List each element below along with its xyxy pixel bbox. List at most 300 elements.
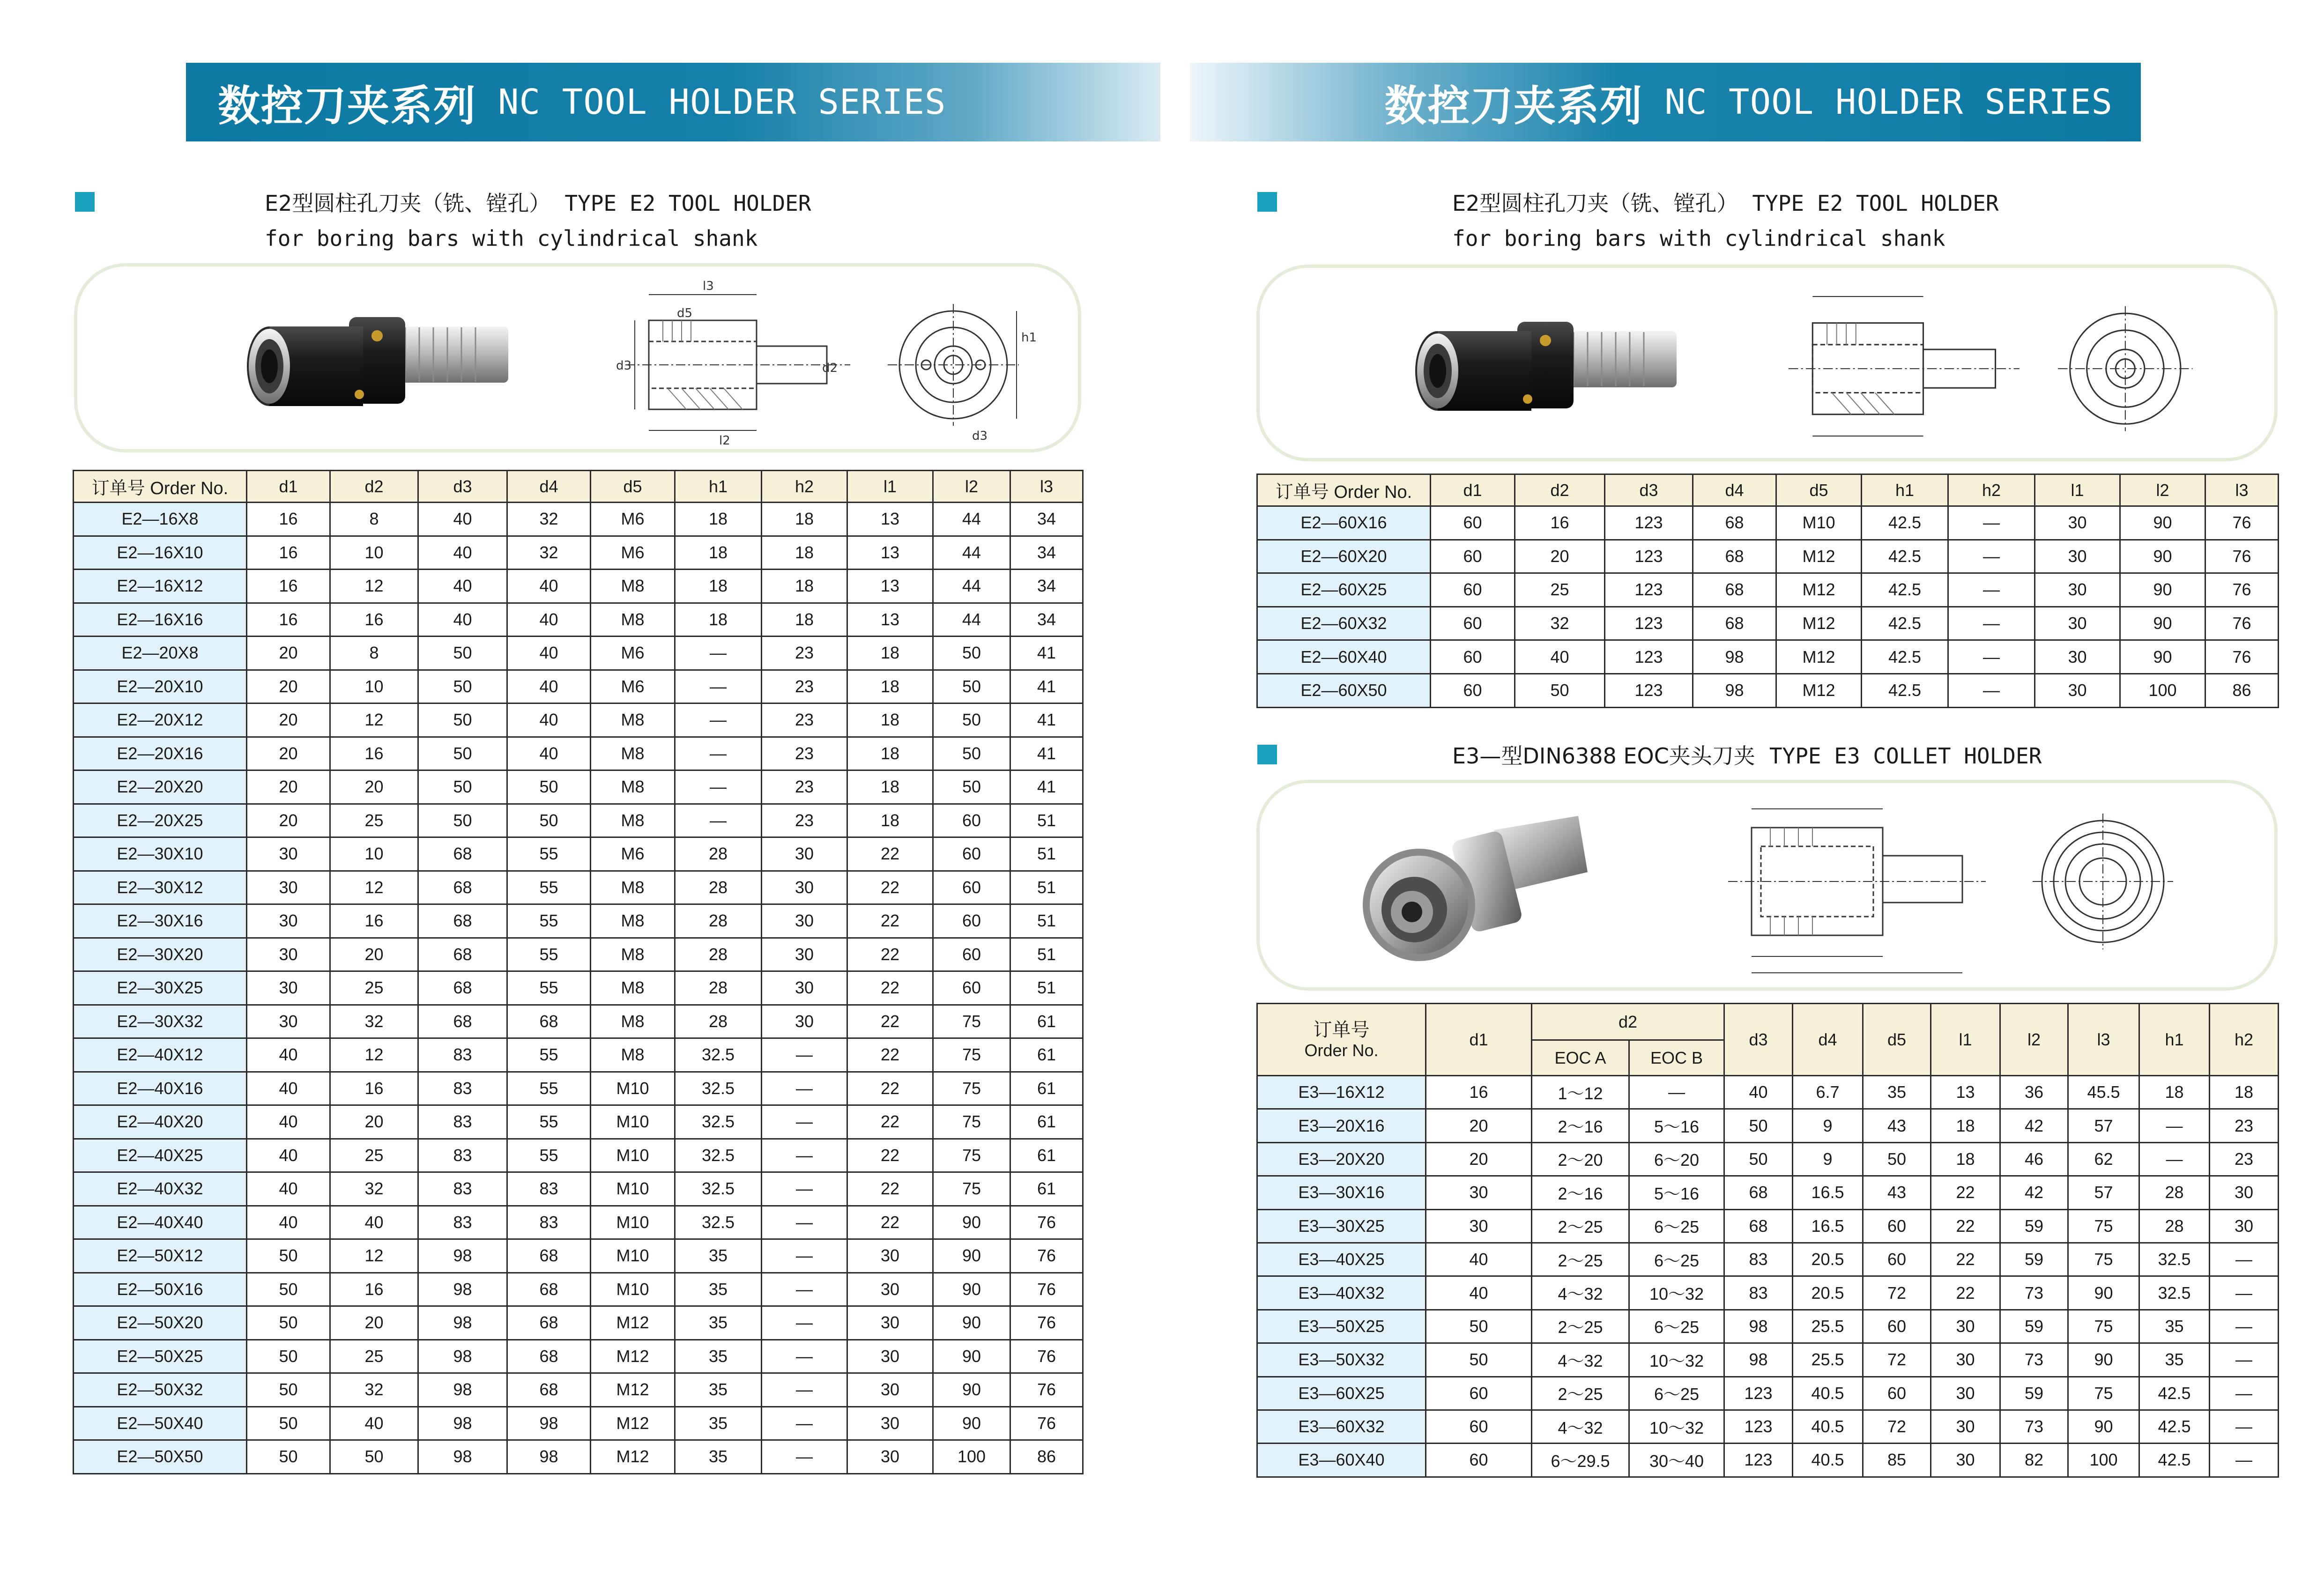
banner-title-en: NC TOOL HOLDER SERIES [1664, 82, 2113, 122]
table-cell: 20.5 [1793, 1276, 1863, 1310]
table-cell: 18 [2139, 1076, 2210, 1109]
table-cell: — [2210, 1377, 2279, 1410]
table-row [1257, 1142, 2279, 1176]
table-cell: 60 [933, 971, 1010, 1005]
table-cell: M8 [591, 971, 675, 1005]
table-cell: 30 [2035, 607, 2120, 640]
table-cell: 83 [418, 1105, 507, 1139]
table-cell: 123 [1605, 607, 1693, 640]
table-cell: 30 [2210, 1176, 2279, 1209]
table-cell: 60 [1863, 1377, 1931, 1410]
table-cell: 35 [2139, 1310, 2210, 1343]
table-cell: 16 [1515, 506, 1605, 540]
table-cell: 50 [507, 770, 591, 804]
table-cell: 22 [847, 837, 933, 871]
table-cell: 20 [330, 770, 418, 804]
table-cell: — [1948, 506, 2035, 540]
order-no-cell: E3—60X40 [1257, 1444, 1426, 1477]
section-title-cn: E3—型DIN6388 EOC夹头刀夹 [1452, 743, 1755, 769]
table-cell: 61 [1010, 1172, 1083, 1206]
table-cell: 30 [762, 837, 847, 871]
table-cell: M8 [591, 770, 675, 804]
table-cell: 68 [507, 1373, 591, 1407]
table-cell: 32.5 [675, 1172, 762, 1206]
table-cell: 32.5 [675, 1139, 762, 1172]
table-cell: 30 [762, 971, 847, 1005]
table-cell: 60 [1431, 674, 1515, 707]
table-cell: 73 [2000, 1276, 2068, 1310]
table-cell: 16.5 [1793, 1209, 1863, 1243]
table-cell: M8 [591, 603, 675, 637]
header-banner-right [1190, 63, 2141, 141]
table-cell: 55 [507, 1038, 591, 1072]
order-no-cell: E2—60X50 [1257, 674, 1431, 707]
table-cell: 86 [1010, 1440, 1083, 1474]
col-subheader: EOC B [1629, 1040, 1724, 1076]
table-cell: 90 [2120, 540, 2205, 573]
table-cell: 8 [330, 637, 418, 670]
table-cell: 60 [933, 938, 1010, 971]
table-cell: 12 [330, 871, 418, 904]
table-cell: — [762, 1407, 847, 1440]
table-cell: 60 [1431, 640, 1515, 674]
table-cell: 2～20 [1532, 1142, 1629, 1176]
table-cell: 28 [2139, 1176, 2210, 1209]
table-cell: 10～32 [1629, 1343, 1724, 1377]
table-cell: M12 [591, 1373, 675, 1407]
table-cell: M6 [591, 637, 675, 670]
table-cell: 12 [330, 570, 418, 603]
table-cell: 4～32 [1532, 1410, 1629, 1443]
svg-text:d3: d3 [616, 359, 632, 373]
table-cell: 72 [1863, 1343, 1931, 1377]
table-cell: M12 [1776, 573, 1862, 607]
order-no-cell: E3—20X20 [1257, 1142, 1426, 1176]
table-cell: 32.5 [675, 1072, 762, 1105]
table-cell: 75 [933, 1139, 1010, 1172]
table-cell: — [1948, 607, 2035, 640]
table-cell: 123 [1724, 1410, 1793, 1443]
table-cell: 50 [418, 737, 507, 770]
table-cell: 30 [847, 1273, 933, 1306]
table-cell: 10～32 [1629, 1410, 1724, 1443]
table-cell: 40 [507, 670, 591, 703]
table-cell: 55 [507, 1072, 591, 1105]
table-cell: 2～25 [1532, 1377, 1629, 1410]
table-cell: 90 [2120, 640, 2205, 674]
col-header: d1 [247, 471, 330, 503]
table-cell: — [2210, 1343, 2279, 1377]
table-cell: 75 [933, 1105, 1010, 1139]
table-cell: 86 [2205, 674, 2279, 707]
table-cell: — [1948, 640, 2035, 674]
table-cell: M12 [1776, 540, 1862, 573]
table-cell: 2～16 [1532, 1109, 1629, 1142]
col-header: h2 [1948, 474, 2035, 506]
table-cell: 123 [1605, 506, 1693, 540]
image-panel-e2 [1256, 265, 2278, 461]
svg-text:h1: h1 [1021, 331, 1037, 345]
order-no-header: 订单号 Order No. [1257, 474, 1431, 506]
table-cell: 51 [1010, 904, 1083, 938]
col-header: d3 [1605, 474, 1693, 506]
table-cell: 30 [1931, 1377, 2000, 1410]
table-cell: 68 [1693, 607, 1776, 640]
table-row [1257, 1109, 2279, 1142]
table-cell: 16 [247, 603, 330, 637]
table-cell: 12 [330, 1239, 418, 1273]
table-cell: 40 [507, 737, 591, 770]
table-cell: 30 [847, 1440, 933, 1474]
table-cell: 76 [2205, 506, 2279, 540]
table-cell: 50 [247, 1340, 330, 1373]
table-cell: 61 [1010, 1105, 1083, 1139]
col-header: d4 [507, 471, 591, 503]
table-cell: 50 [418, 637, 507, 670]
table-cell: 50 [933, 670, 1010, 703]
order-no-cell: E2—40X25 [74, 1139, 247, 1172]
table-cell: 73 [2000, 1410, 2068, 1443]
table-cell: 13 [847, 503, 933, 536]
table-cell: 22 [847, 971, 933, 1005]
table-cell: 90 [933, 1239, 1010, 1273]
table-cell: — [675, 737, 762, 770]
table-cell: 100 [933, 1440, 1010, 1474]
table-cell: 50 [507, 804, 591, 837]
table-cell: 20 [247, 703, 330, 737]
table-cell: 23 [762, 737, 847, 770]
table-cell: 42 [2000, 1109, 2068, 1142]
table-row [1257, 1276, 2279, 1310]
table-cell: 30 [762, 904, 847, 938]
table-row [74, 570, 1083, 603]
table-cell: 68 [1724, 1176, 1793, 1209]
col-header: d5 [591, 471, 675, 503]
table-cell: 83 [1724, 1276, 1793, 1310]
table-cell: 98 [418, 1239, 507, 1273]
table-cell: 13 [847, 570, 933, 603]
table-row [74, 1105, 1083, 1139]
table-cell: 76 [1010, 1206, 1083, 1239]
table-cell: 16 [247, 536, 330, 570]
col-header: d2 [1532, 1004, 1724, 1040]
order-no-cell: E2—20X20 [74, 770, 247, 804]
table-cell: 98 [418, 1440, 507, 1474]
table-cell: 68 [507, 1306, 591, 1340]
order-no-cell: E3—30X25 [1257, 1209, 1426, 1243]
table-cell: 50 [418, 703, 507, 737]
table-cell: 40 [247, 1139, 330, 1172]
table-cell: 68 [507, 1340, 591, 1373]
table-cell: M8 [591, 703, 675, 737]
table-cell: 75 [933, 1038, 1010, 1072]
table-cell: 90 [2068, 1410, 2139, 1443]
table-cell: 18 [1931, 1142, 2000, 1176]
table-cell: 23 [762, 770, 847, 804]
table-cell: 61 [1010, 1072, 1083, 1105]
table-row [1257, 1176, 2279, 1209]
table-cell: 6～25 [1629, 1243, 1724, 1276]
table-cell: 51 [1010, 938, 1083, 971]
table-cell: 30 [762, 938, 847, 971]
table-cell: — [762, 1373, 847, 1407]
table-cell: 2～16 [1532, 1176, 1629, 1209]
table-cell: 40 [418, 570, 507, 603]
banner-title-en: NC TOOL HOLDER SERIES [498, 82, 946, 122]
table-cell: 16 [247, 503, 330, 536]
table-cell: 50 [418, 804, 507, 837]
table-cell: 20 [330, 938, 418, 971]
table-cell: — [1948, 540, 2035, 573]
order-no-header: 订单号 Order No. [1257, 1004, 1426, 1076]
e3-collet-holder-photo [1353, 802, 1597, 970]
order-no-cell: E2—20X16 [74, 737, 247, 770]
table-cell: 23 [762, 670, 847, 703]
table-row [1257, 1209, 2279, 1243]
table-cell: — [675, 637, 762, 670]
table-cell: 76 [1010, 1407, 1083, 1440]
order-no-cell: E2—16X10 [74, 536, 247, 570]
table-cell: 6～29.5 [1532, 1444, 1629, 1477]
table-cell: 30 [847, 1306, 933, 1340]
table-cell: 98 [1724, 1343, 1793, 1377]
table-cell: 98 [1693, 640, 1776, 674]
table-cell: 68 [507, 1005, 591, 1038]
table-cell: M8 [591, 737, 675, 770]
table-cell: 28 [675, 971, 762, 1005]
table-row [74, 770, 1083, 804]
table-cell: 55 [507, 1105, 591, 1139]
table-cell: 28 [675, 904, 762, 938]
table-cell: 40 [247, 1072, 330, 1105]
table-cell: 20 [247, 770, 330, 804]
table-cell: 75 [933, 1172, 1010, 1206]
table-cell: 34 [1010, 570, 1083, 603]
order-no-cell: E2—30X12 [74, 871, 247, 904]
table-cell: — [1629, 1076, 1724, 1109]
table-cell: 9 [1793, 1109, 1863, 1142]
table-cell: 30 [847, 1407, 933, 1440]
section-title-e3 [1452, 739, 2042, 770]
order-no-cell: E2—50X12 [74, 1239, 247, 1273]
table-cell: 32.5 [2139, 1276, 2210, 1310]
table-cell: 83 [507, 1172, 591, 1206]
table-row [74, 737, 1083, 770]
table-cell: 16 [330, 1072, 418, 1105]
order-no-cell: E3—50X25 [1257, 1310, 1426, 1343]
table-cell: M6 [591, 837, 675, 871]
table-cell: 68 [418, 904, 507, 938]
order-no-cell: E2—60X40 [1257, 640, 1431, 674]
table-cell: 55 [507, 871, 591, 904]
table-cell: 22 [1931, 1176, 2000, 1209]
table-cell: 83 [507, 1206, 591, 1239]
section-marker-square [75, 192, 95, 212]
table-cell: 42.5 [1862, 506, 1948, 540]
table-cell: 43 [1863, 1176, 1931, 1209]
table-cell: 28 [675, 871, 762, 904]
table-cell: 2～25 [1532, 1310, 1629, 1343]
table-cell: 32 [507, 536, 591, 570]
table-cell: — [762, 1172, 847, 1206]
table-cell: 123 [1605, 674, 1693, 707]
table-cell: 61 [1010, 1139, 1083, 1172]
order-no-cell: E2—40X32 [74, 1172, 247, 1206]
table-row [74, 1340, 1083, 1373]
table-cell: 68 [1724, 1209, 1793, 1243]
table-cell: 20 [247, 737, 330, 770]
section-title-e2 [265, 186, 811, 217]
table-cell: 85 [1863, 1444, 1931, 1477]
table-cell: 30 [247, 1005, 330, 1038]
table-row [74, 637, 1083, 670]
col-header: h1 [2139, 1004, 2210, 1076]
table-cell: 60 [1426, 1410, 1532, 1443]
order-no-cell: E2—40X12 [74, 1038, 247, 1072]
col-header: d5 [1863, 1004, 1931, 1076]
table-cell: 83 [418, 1072, 507, 1105]
table-cell: 76 [1010, 1373, 1083, 1407]
col-header: d2 [330, 471, 418, 503]
table-cell: 60 [933, 837, 1010, 871]
order-no-cell: E3—30X16 [1257, 1176, 1426, 1209]
table-cell: 36 [2000, 1076, 2068, 1109]
table-cell: 62 [2068, 1142, 2139, 1176]
table-cell: 32 [330, 1373, 418, 1407]
table-cell: 51 [1010, 971, 1083, 1005]
table-cell: 30 [1931, 1410, 2000, 1443]
table-cell: — [2139, 1109, 2210, 1142]
table-row [74, 603, 1083, 637]
table-cell: 18 [847, 770, 933, 804]
table-cell: 68 [507, 1239, 591, 1273]
table-cell: 40 [507, 570, 591, 603]
table-row [74, 670, 1083, 703]
table-cell: 50 [1426, 1310, 1532, 1343]
table-cell: 43 [1863, 1109, 1931, 1142]
table-cell: 30 [1931, 1343, 2000, 1377]
table-cell: 20.5 [1793, 1243, 1863, 1276]
table-cell: M12 [1776, 607, 1862, 640]
col-header: l1 [1931, 1004, 2000, 1076]
order-no-cell: E2—40X20 [74, 1105, 247, 1139]
col-header: l2 [933, 471, 1010, 503]
table-cell: 35 [675, 1340, 762, 1373]
table-cell: 40 [507, 637, 591, 670]
table-row [74, 1172, 1083, 1206]
table-cell: 90 [933, 1273, 1010, 1306]
table-cell: 16 [330, 603, 418, 637]
table-cell: 40 [418, 503, 507, 536]
table-cell: 34 [1010, 503, 1083, 536]
table-cell: 61 [1010, 1038, 1083, 1072]
table-cell: 20 [330, 1105, 418, 1139]
col-header: d1 [1426, 1004, 1532, 1076]
table-cell: 72 [1863, 1410, 1931, 1443]
table-cell: — [2210, 1410, 2279, 1443]
table-row [74, 1239, 1083, 1273]
table-cell: 60 [1863, 1209, 1931, 1243]
table-cell: M10 [591, 1172, 675, 1206]
table-cell: M8 [591, 804, 675, 837]
table-cell: 30 [247, 871, 330, 904]
table-cell: 90 [2120, 607, 2205, 640]
table-cell: 40 [247, 1172, 330, 1206]
order-no-cell: E2—50X40 [74, 1407, 247, 1440]
table-cell: M8 [591, 871, 675, 904]
table-cell: 9 [1793, 1142, 1863, 1176]
table-cell: 50 [330, 1440, 418, 1474]
table-row [74, 536, 1083, 570]
table-cell: 44 [933, 603, 1010, 637]
table-cell: 76 [2205, 607, 2279, 640]
table-cell: 18 [762, 536, 847, 570]
table-cell: 90 [2120, 506, 2205, 540]
table-cell: 1～12 [1532, 1076, 1629, 1109]
table-cell: 30 [1426, 1209, 1532, 1243]
table-cell: 30 [847, 1239, 933, 1273]
order-no-cell: E2—30X20 [74, 938, 247, 971]
col-header: d4 [1693, 474, 1776, 506]
table-cell: 72 [1863, 1276, 1931, 1310]
table-cell: 32 [330, 1005, 418, 1038]
table-cell: 40 [418, 603, 507, 637]
banner-title-cn: 数控刀夹系列 [1384, 81, 1643, 131]
table-cell: 28 [675, 837, 762, 871]
image-panel-e3 [1256, 780, 2278, 991]
table-cell: 90 [933, 1407, 1010, 1440]
table-cell: 6.7 [1793, 1076, 1863, 1109]
col-header: l3 [2205, 474, 2279, 506]
col-header: h1 [675, 471, 762, 503]
table-cell: 35 [675, 1440, 762, 1474]
table-cell: 123 [1724, 1377, 1793, 1410]
table-cell: 123 [1605, 640, 1693, 674]
table-cell: 35 [675, 1306, 762, 1340]
table-cell: 40.5 [1793, 1444, 1863, 1477]
table-cell: 51 [1010, 837, 1083, 871]
table-cell: 76 [2205, 540, 2279, 573]
table-cell: 83 [418, 1139, 507, 1172]
table-cell: 44 [933, 570, 1010, 603]
table-cell: 35 [675, 1373, 762, 1407]
table-cell: — [2210, 1310, 2279, 1343]
table-cell: 50 [933, 637, 1010, 670]
table-cell: 18 [847, 670, 933, 703]
table-cell: 50 [247, 1239, 330, 1273]
table-row [74, 703, 1083, 737]
table-cell: 20 [330, 1306, 418, 1340]
table-cell: 90 [2120, 573, 2205, 607]
table-cell: 51 [1010, 871, 1083, 904]
table-cell: 35 [675, 1239, 762, 1273]
table-cell: 60 [1426, 1444, 1532, 1477]
table-cell: 25 [330, 971, 418, 1005]
table-cell: 40 [247, 1206, 330, 1239]
table-cell: 98 [418, 1306, 507, 1340]
table-row [1257, 1377, 2279, 1410]
table-cell: M10 [591, 1206, 675, 1239]
section-subtitle: for boring bars with cylindrical shank [1452, 226, 1945, 251]
table-cell: 90 [933, 1306, 1010, 1340]
table-cell: 90 [933, 1206, 1010, 1239]
table-cell: 76 [1010, 1239, 1083, 1273]
table-cell: 123 [1605, 573, 1693, 607]
table-cell: 32.5 [675, 1206, 762, 1239]
table-cell: 50 [247, 1306, 330, 1340]
table-cell: 30 [2035, 640, 2120, 674]
col-header: h2 [2210, 1004, 2279, 1076]
